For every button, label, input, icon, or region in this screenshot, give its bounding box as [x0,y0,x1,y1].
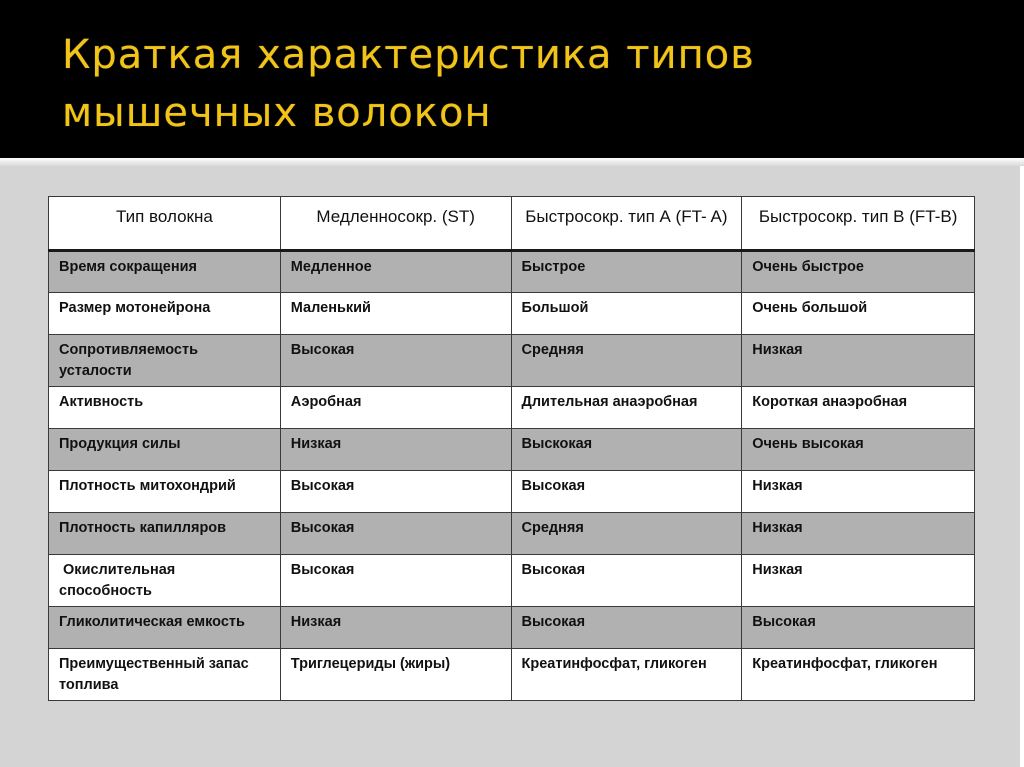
slide-title-line-2: мышечных волокон [62,90,492,136]
table-cell: Средняя [511,335,742,387]
table-cell: Высокая [280,471,511,513]
table-row [49,387,975,429]
row-label: Активность [49,387,281,429]
table-cell: Очень быстрое [742,251,975,293]
table-cell: Аэробная [280,387,511,429]
table-cell: Низкая [742,555,975,607]
table-cell: Очень высокая [742,429,975,471]
table-cell: Медленное [280,251,511,293]
slide-title [62,26,1002,142]
title-divider [0,158,1024,166]
header-fast-twitch-b: Быстросокр. тип В (FT-B) [742,197,975,251]
title-band [0,0,1024,158]
table-cell: Быстрое [511,251,742,293]
table-cell: Низкая [280,607,511,649]
table-cell: Креатинфосфат, гликоген [511,649,742,701]
row-label: Преимущественный запас топлива [49,649,281,701]
fiber-types-table [48,196,975,701]
table-row [49,251,975,293]
row-label: Время сокращения [49,251,281,293]
table-cell: Высокая [511,607,742,649]
table-cell: Высокая [742,607,975,649]
table-cell: Высокая [280,513,511,555]
table-cell: Короткая анаэробная [742,387,975,429]
table-cell: Низкая [742,471,975,513]
table-header-row [49,197,975,251]
table-cell: Низкая [742,335,975,387]
table-row [49,335,975,387]
table-cell: Низкая [742,513,975,555]
table-cell: Высокая [280,555,511,607]
row-label: Сопротивляемость усталости [49,335,281,387]
table-cell: Высокая [280,335,511,387]
table-row [49,555,975,607]
row-label: Окислительная способность [49,555,281,607]
row-label: Плотность капилляров [49,513,281,555]
table-cell: Большой [511,293,742,335]
row-label: Размер мотонейрона [49,293,281,335]
table-cell: Маленький [280,293,511,335]
row-label: Продукция силы [49,429,281,471]
table-row [49,513,975,555]
row-label: Плотность митохондрий [49,471,281,513]
table-cell: Триглецериды (жиры) [280,649,511,701]
table-cell: Выскокая [511,429,742,471]
table-cell: Креатинфосфат, гликоген [742,649,975,701]
header-fast-twitch-a: Быстросокр. тип А (FT- A) [511,197,742,251]
table-cell: Высокая [511,555,742,607]
row-label: Гликолитическая емкость [49,607,281,649]
table-cell: Высокая [511,471,742,513]
table-row [49,607,975,649]
table-row [49,649,975,701]
table-row [49,471,975,513]
table-cell: Очень большой [742,293,975,335]
table-row [49,429,975,471]
header-fiber-type: Тип волокна [49,197,281,251]
table-cell: Средняя [511,513,742,555]
slide-title-line-1: Краткая характеристика типов [62,32,755,78]
table-cell: Низкая [280,429,511,471]
table-row [49,293,975,335]
table-cell: Длительная анаэробная [511,387,742,429]
header-slow-twitch: Медленносокр. (ST) [280,197,511,251]
